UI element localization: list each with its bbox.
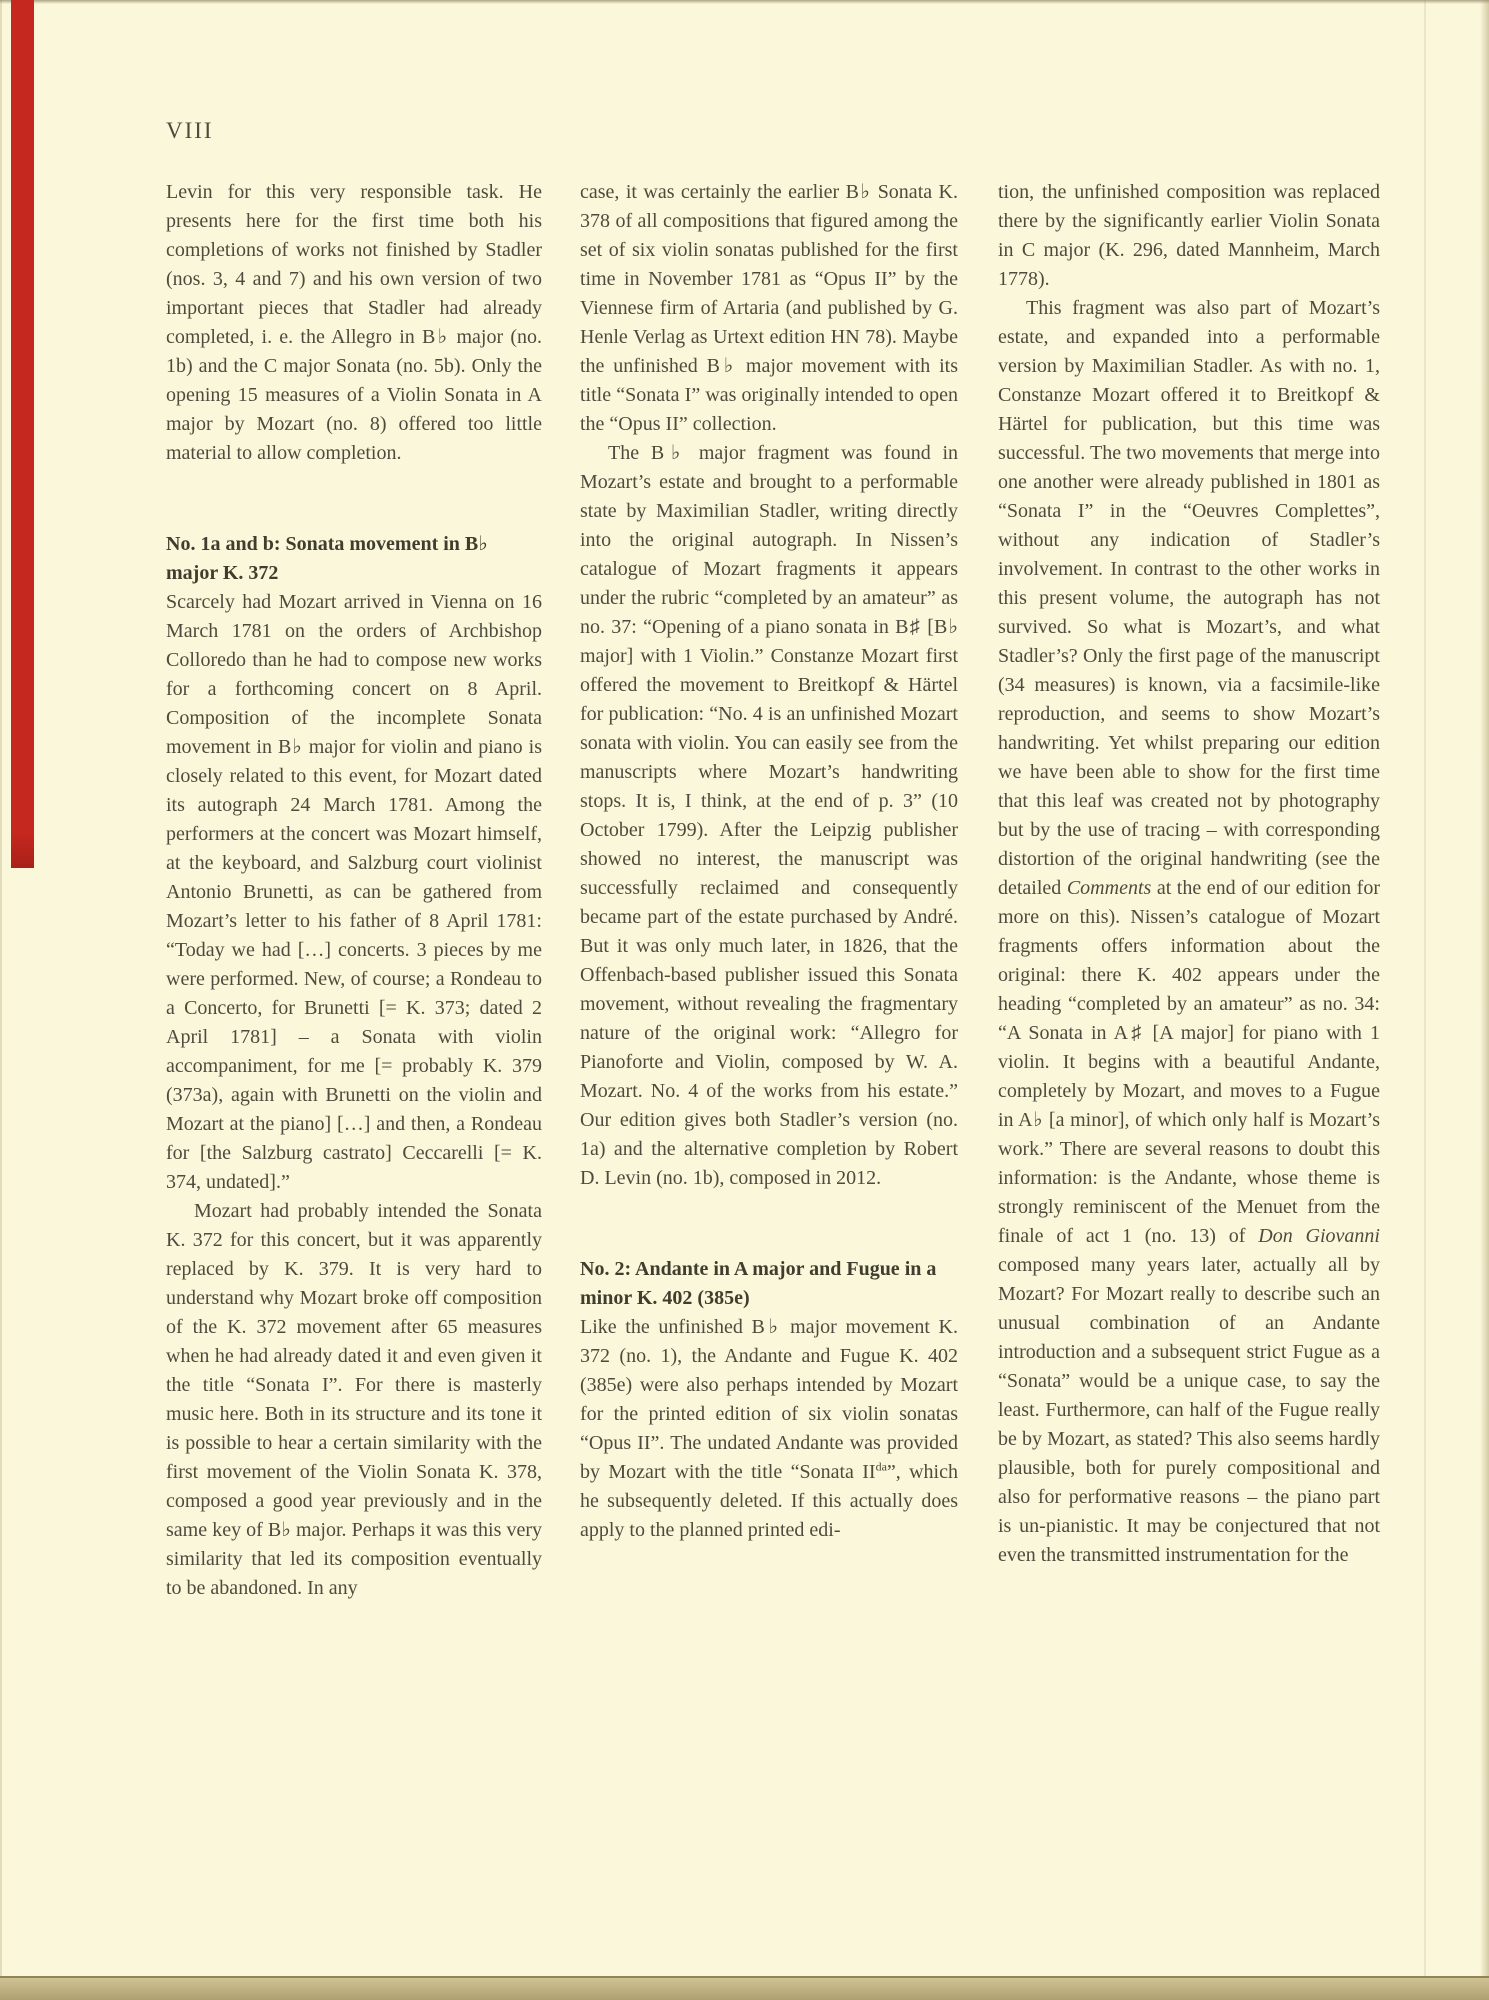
section-heading	[580, 1255, 958, 1313]
page-number: VIII	[166, 118, 214, 143]
italic-text: Don Giovanni	[1258, 1225, 1380, 1247]
body-paragraph	[998, 294, 1380, 1570]
scan-right-edge-shadow	[1480, 0, 1489, 2000]
text-run: Mozart had probably intended the Sonata K. 372 for this concert, but it was apparently replaced by K. 379. It is very hard to understand why Mozart broke off composition of the K. 372 movement after 65 measures when he had already dated it and even given it the title “Sonata I”. For there is masterly music here. Both in its structure and its tone it is possible to hear a certain similarity with the first movement of the Violin Sonata K. 378, composed a good year previously and in the same key of B♭ major. Perhaps it was this very similarity that led its composition eventually to be abandoned. In any	[166, 1200, 542, 1599]
page-crease-line	[1424, 0, 1426, 2000]
scan-left-edge-line	[0, 0, 2, 2000]
scan-bottom-page-edge	[0, 1976, 1489, 2000]
text-run: case, it was certainly the earlier B♭ Sonata K. 378 of all compositions that figured among the set of six violin sonatas published for the first time in November 1781 as “Opus II” by the Viennese firm of Artaria (and published by G. Henle Verlag as Urtext edition HN 78). Maybe the unfinished B♭ major movement with its title “Sonata I” was originally intended to open the “Opus II” collection.	[580, 181, 958, 435]
italic-text: Comments	[1066, 877, 1152, 899]
body-paragraph	[166, 1197, 542, 1603]
text-run: ”, which he subsequently deleted. If this actually does apply to the planned printed edi-	[580, 1461, 958, 1541]
body-paragraph	[580, 1313, 958, 1545]
body-paragraph	[166, 178, 542, 468]
superscript-text: da	[875, 1459, 887, 1474]
text-run: No. 1a and b: Sonata movement in B♭ major K. 372	[166, 533, 488, 584]
scan-top-edge-shadow	[0, 0, 1489, 4]
text-run: The B♭ major fragment was found in Mozart’s estate and brought to a performable state by Maximilian Stadler, writing directly into the original autograph. In Nissen’s catalogue of Mozart fragments it appears under the rubric “completed by an amateur” as no. 37: “Opening of a piano sonata in B♯ [B♭ major] with 1 Violin.” Constanze Mozart first offered the movement to Breitkopf & Härtel for publication: “No. 4 is an unfinished Mozart sonata with violin. You can easily see from the manuscripts where Mozart’s handwriting stops. It is, I think, at the end of p. 3” (10 October 1799). After the Leipzig publisher showed no interest, the manuscript was successfully reclaimed and consequently became part of the estate purchased by André. But it was only much later, in 1826, that the Offenbach-based publisher issued this Sonata movement, without revealing the fragmentary nature of the original work: “Allegro for Pianoforte and Violin, composed by W. A. Mozart. No. 4 of the works from his estate.” Our edition gives both Stadler’s version (no. 1a) and the alternative completion by Robert D. Levin (no. 1b), composed in 2012.	[580, 442, 958, 1189]
section-heading	[166, 530, 542, 588]
text-run: This fragment was also part of Mozart’s estate, and expanded into a performable version by Maximilian Stadler. As with no. 1, Constanze Mozart offered it to Breitkopf & Härtel for publication, but this time was successful. The two movements that merge into one another were already published in 1801 as “Sonata I” in the “Oeuvres Complettes”, without any indication of Stadler’s involvement. In contrast to the other works in this present volume, the autograph has not survived. So what is Mozart’s, and what Stadler’s? Only the first page of the manuscript (34 measures) is known, via a facsimile-like reproduction, and seems to show Mozart’s handwriting. Yet whilst preparing our edition we have been able to show for the first time that this leaf was created not by photography but by the use of tracing – with corresponding distortion of the original handwriting (see the detailed	[998, 297, 1380, 899]
text-run: composed many years later, actually all by Mozart? For Mozart really to describe such an unusual combination of an Andante introduction and a subsequent strict Fugue as a “Sonata” would be a unique case, to say the least. Furthermore, can half of the Fugue really be by Mozart, as stated? This also seems hardly plausible, both for purely compositional and also for performative reasons – the piano part is un-pianistic. It may be conjectured that not even the transmitted instrumentation for the	[998, 1254, 1380, 1566]
text-run: Levin for this very responsible task. He presents here for the first time both his completions of works not finished by Stadler (nos. 3, 4 and 7) and his own version of two important pieces that Stadler had already completed, i. e. the Allegro in B♭ major (no. 1b) and the C major Sonata (no. 5b). Only the opening 15 measures of a Violin Sonata in A major by Mozart (no. 8) offered too little material to allow completion.	[166, 181, 542, 464]
text-column-2	[580, 178, 958, 1545]
red-edge-strip	[11, 0, 34, 868]
text-run: at the end of our edition for more on this). Nissen’s catalogue of Mozart fragments offers information about the original: there K. 402 appears under the heading “completed by an amateur” as no. 34: “A Sonata in A♯ [A major] for piano with 1 violin. It begins with a beautiful Andante, completely by Mozart, and moves to a Fugue in A♭ [a minor], of which only half is Mozart’s work.” There are several reasons to doubt this information: is the Andante, whose theme is strongly reminiscent of the Menuet from the finale of act 1 (no. 13) of	[998, 877, 1380, 1247]
text-column-1	[166, 178, 542, 1603]
text-run: tion, the unfinished composition was replaced there by the significantly earlier Violin Sonata in C major (K. 296, dated Mannheim, March 1778).	[998, 181, 1380, 290]
body-paragraph	[580, 439, 958, 1193]
body-paragraph	[166, 588, 542, 1197]
text-column-3	[998, 178, 1380, 1570]
text-run: Like the unfinished B♭ major movement K. 372 (no. 1), the Andante and Fugue K. 402 (385e) were also perhaps intended by Mozart for the printed edition of six violin sonatas “Opus II”. The undated Andante was provided by Mozart with the title “Sonata II	[580, 1316, 958, 1483]
body-paragraph	[580, 178, 958, 439]
body-paragraph	[998, 178, 1380, 294]
text-run: No. 2: Andante in A major and Fugue in a minor K. 402 (385e)	[580, 1258, 937, 1309]
text-run: Scarcely had Mozart arrived in Vienna on 16 March 1781 on the orders of Archbishop Colloredo than he had to compose new works for a forthcoming concert on 8 April. Composition of the incomplete Sonata movement in B♭ major for violin and piano is closely related to this event, for Mozart dated its autograph 24 March 1781. Among the performers at the concert was Mozart himself, at the keyboard, and Salzburg court violinist Antonio Brunetti, as can be gathered from Mozart’s letter to his father of 8 April 1781: “Today we had […] concerts. 3 pieces by me were performed. New, of course; a Rondeau to a Concerto, for Brunetti [= K. 373; dated 2 April 1781] – a Sonata with violin accompaniment, for me [= probably K. 379 (373a), again with Brunetti on the violin and Mozart at the piano] […] and then, a Rondeau for [the Salzburg castrato] Ceccarelli [= K. 374, undated].”	[166, 591, 542, 1193]
